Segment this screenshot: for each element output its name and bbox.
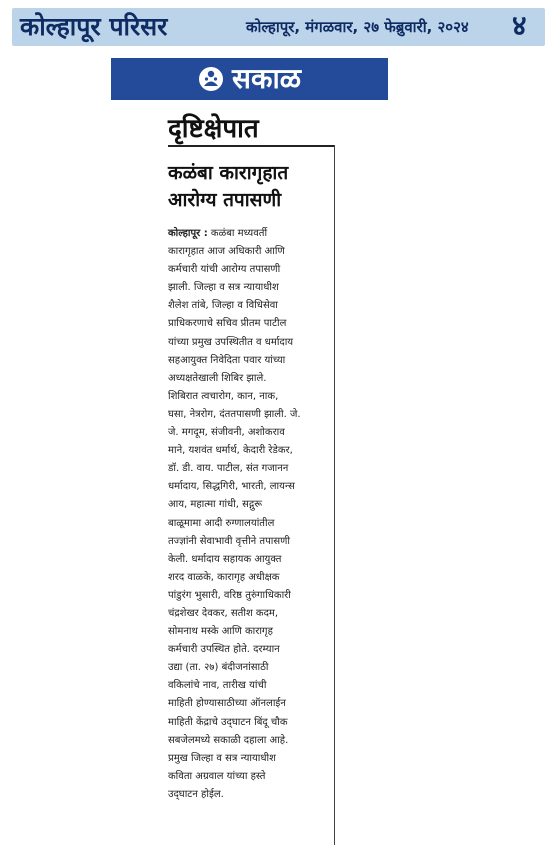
article-line: प्राधिकरणाचे सचिव प्रीतम पाटील bbox=[168, 318, 287, 330]
article-body bbox=[168, 225, 334, 804]
article-line: बाळूमामा आदी रुग्णालयांतील bbox=[168, 517, 275, 529]
article-line: केली. धर्मादाय सहायक आयुक्त bbox=[168, 553, 282, 565]
masthead-name: सकाळ bbox=[232, 62, 301, 95]
article-line: झाली. जिल्हा व सत्र न्यायाधीश bbox=[168, 282, 279, 294]
article-line: कर्मचारी यांची आरोग्य तपासणी bbox=[168, 264, 281, 276]
article-line: प्रमुख जिल्हा व सत्र न्यायाधीश bbox=[168, 752, 276, 764]
article-line: माहिती होण्यासाठीच्या ऑनलाईन bbox=[168, 698, 286, 710]
dateline: कोल्हापूर, मंगळवार, २७ फेब्रुवारी, २०२४ bbox=[246, 18, 469, 36]
article-line: जे. मगदूम, संजीवनी, अशोकराव bbox=[168, 427, 285, 439]
article-line: उद्‍घाटन होईल. bbox=[168, 788, 224, 800]
headline-line: आरोग्य तपासणी bbox=[168, 189, 282, 211]
article-line: पांडुरंग भुसारी, वरिष्ठ तुरुंगाधिकारी bbox=[168, 589, 291, 601]
article-line: यांच्या प्रमुख उपस्थितीत व धर्मादाय bbox=[168, 336, 294, 348]
article-line: शरद वाळके, कारागृह अधीक्षक bbox=[168, 571, 280, 583]
sakal-logo-icon bbox=[198, 66, 224, 92]
column-divider bbox=[334, 145, 335, 845]
article-line: कारागृहात आज अधिकारी आणि bbox=[168, 246, 285, 258]
article-line: तज्ज्ञांनी सेवाभावी वृत्तीने तपासणी bbox=[168, 535, 290, 547]
article-first-line-text: कळंबा मध्यवर्ती bbox=[207, 228, 268, 239]
article-line: शैलेश तांबे, जिल्हा व विधिसेवा bbox=[168, 300, 278, 312]
article-line: माहिती केंद्राचे उद्‍घाटन बिंदू चौक bbox=[168, 716, 288, 728]
article-dateline-place: कोल्हापूर : bbox=[168, 228, 208, 239]
article-line: कविता अग्रवाल यांच्या हस्ते bbox=[168, 770, 266, 782]
article-line: कर्मचारी उपस्थित होते. दरम्यान bbox=[168, 644, 280, 656]
article-line: उद्या (ता. २७) बंदीजनांसाठी bbox=[168, 662, 269, 674]
article-first-line bbox=[168, 225, 334, 243]
article-line: अध्यक्षतेखाली शिबिर झाले. bbox=[168, 372, 267, 384]
article-headline bbox=[168, 160, 330, 214]
headline-line: कळंबा कारागृहात bbox=[168, 162, 289, 184]
heading-divider bbox=[168, 145, 335, 147]
article-line: धर्मादाय, सिद्धगिरी, भारती, लायन्स bbox=[168, 481, 295, 493]
article-line: वकिलांचे नाव, तारीख यांची bbox=[168, 680, 267, 692]
article-line: सहआयुक्त निवेदिता पवार यांच्या bbox=[168, 354, 286, 366]
article-line: डॉ. डी. वाय. पाटील, संत गजानन bbox=[168, 463, 289, 475]
article-line: आय, महात्मा गांधी, सद्गुरू bbox=[168, 499, 262, 511]
section-title: कोल्हापूर परिसर bbox=[20, 12, 168, 41]
article-line: सबजेलमध्ये सकाळी दहाला आहे. bbox=[168, 734, 289, 746]
page-number: ४ bbox=[512, 9, 527, 42]
sakal-masthead bbox=[111, 58, 388, 100]
article-line: माने, यशवंत धर्मार्थ, केदारी रेडेकर, bbox=[168, 445, 293, 457]
article-line: चंद्रशेखर देवकर, सतीश कदम, bbox=[168, 607, 279, 619]
article-line: घसा, नेत्ररोग, दंततपासणी झाली. जे. bbox=[168, 408, 301, 420]
column-heading: दृष्टिक्षेपात bbox=[168, 114, 259, 144]
article-line: शिबिरात त्वचारोग, कान, नाक, bbox=[168, 390, 279, 402]
article-line: सोमनाथ मस्के आणि कारागृह bbox=[168, 626, 273, 638]
